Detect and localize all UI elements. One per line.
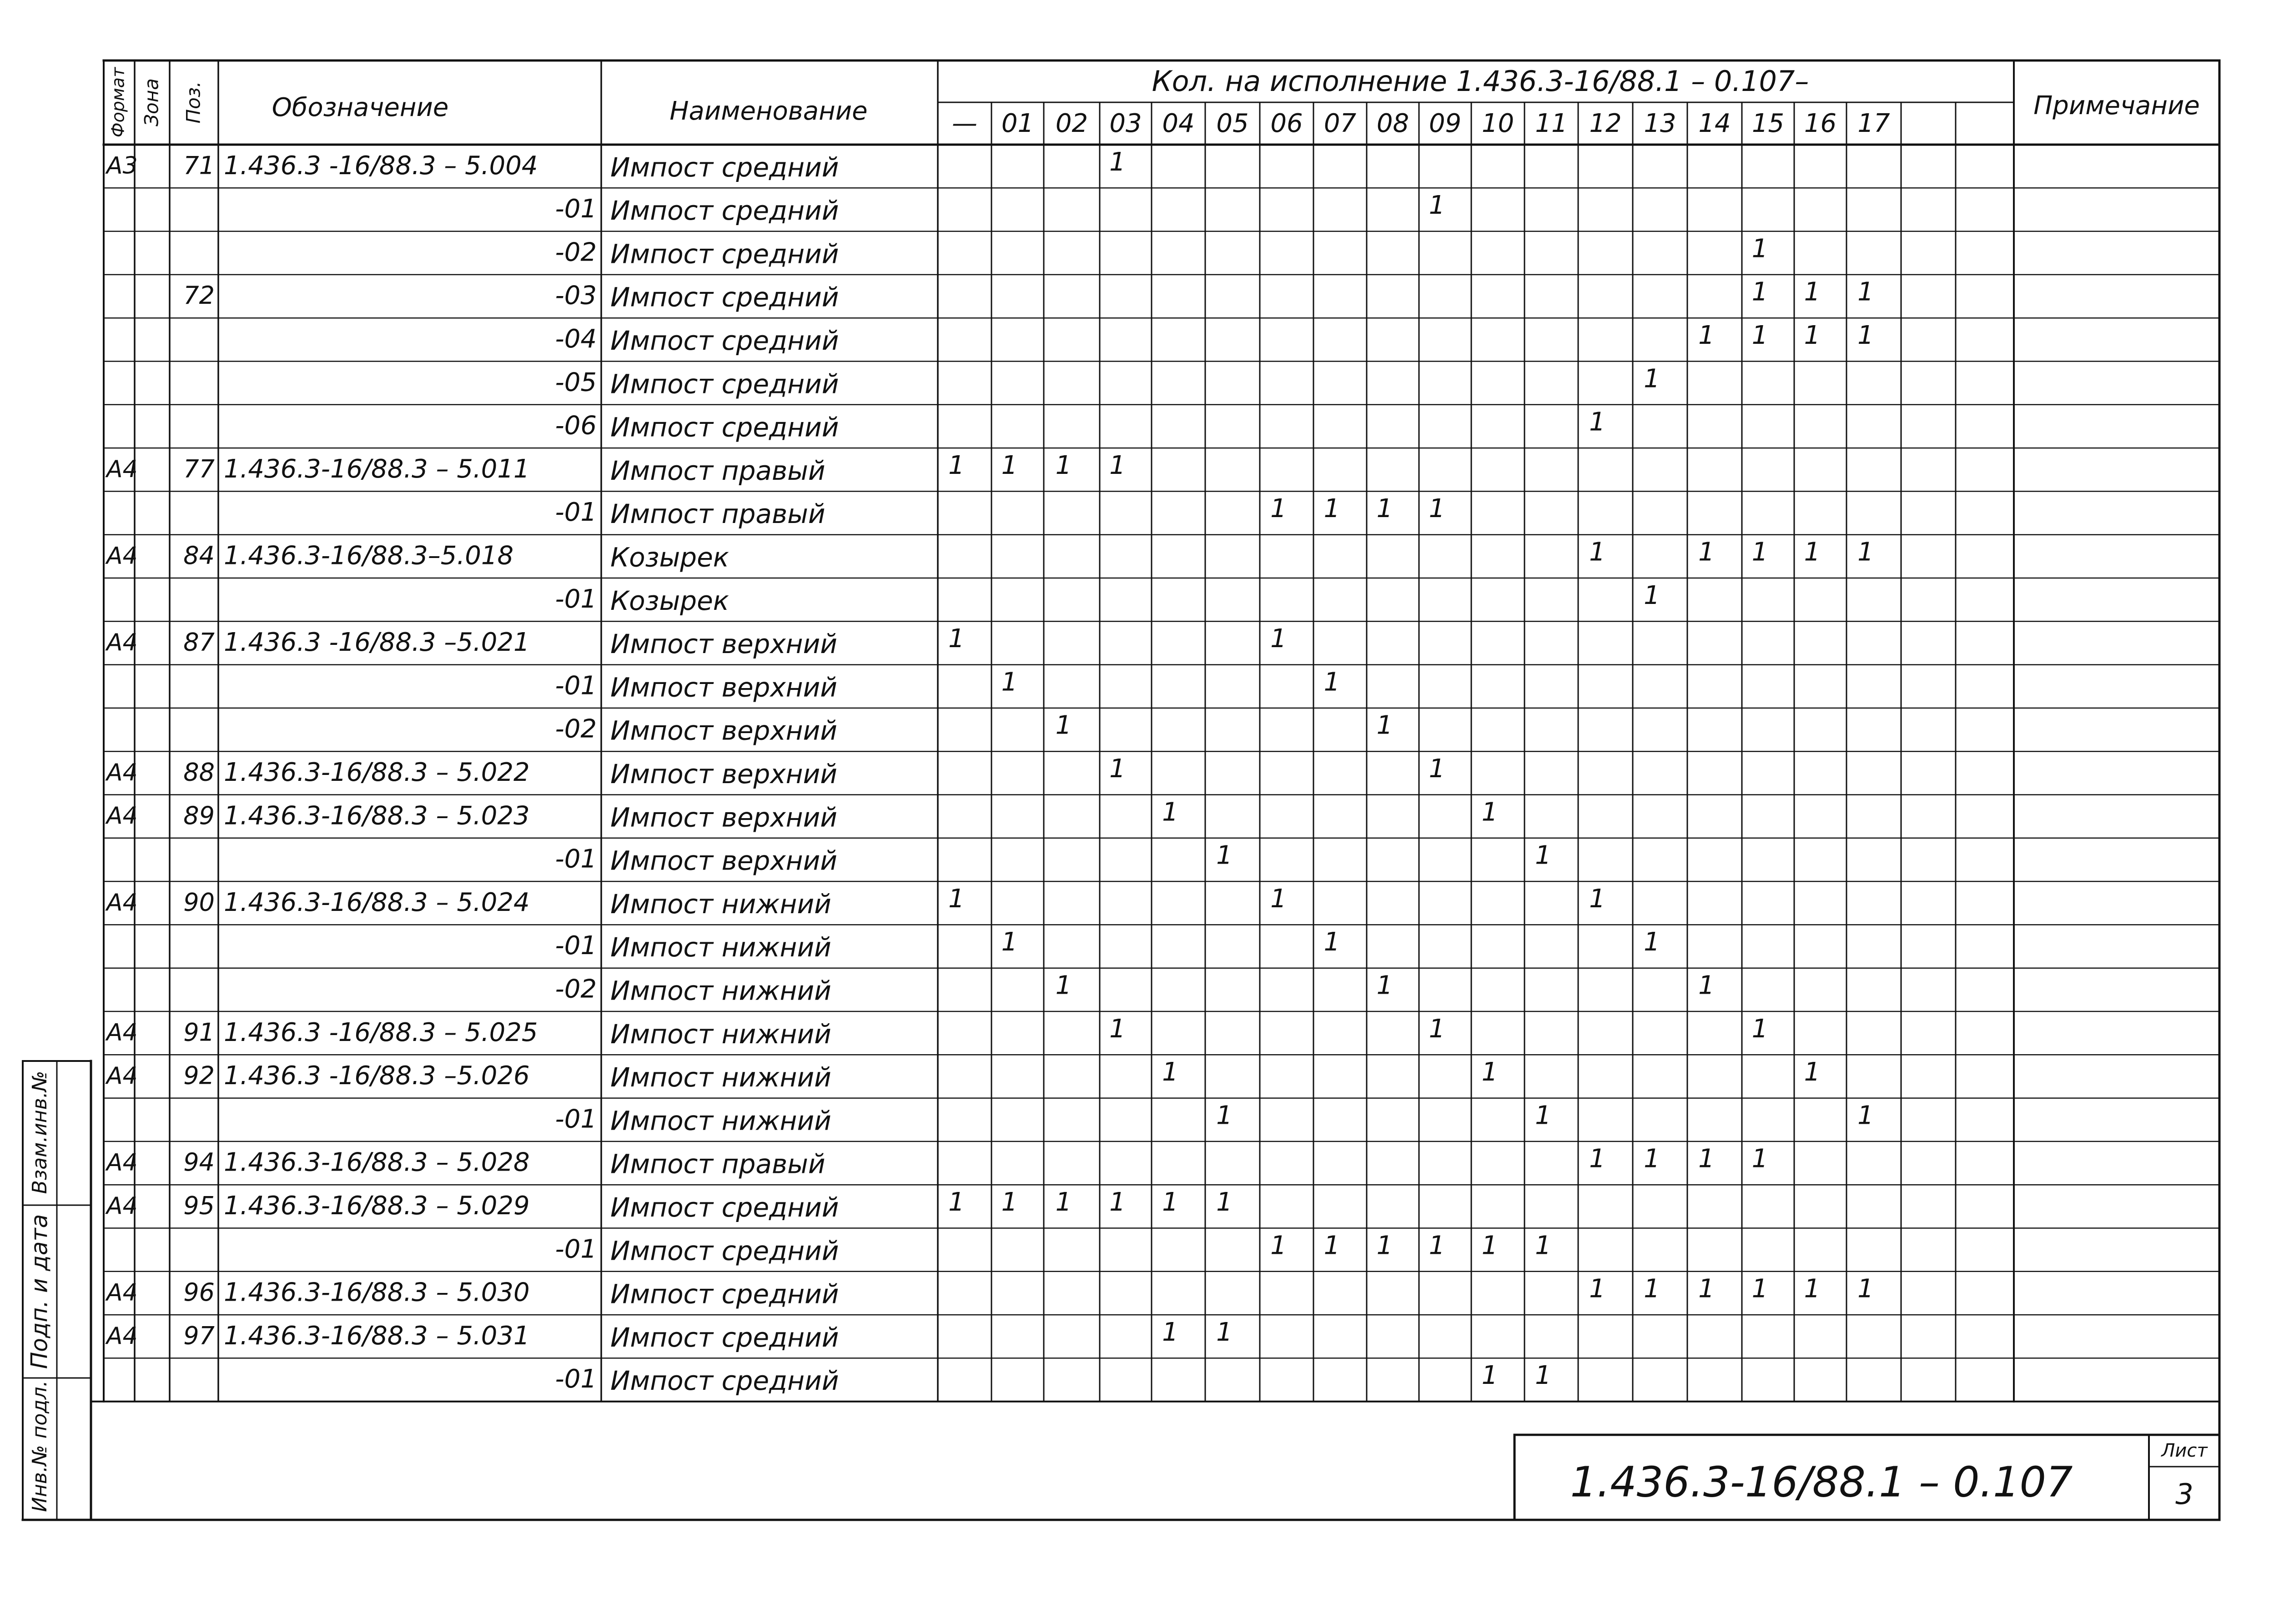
cell-pos: 84 — [183, 541, 215, 570]
cell-qty: 1 — [1055, 1187, 1072, 1217]
variant-header: 17 — [1857, 109, 1890, 139]
cell-designation: -05 — [555, 367, 597, 397]
cell-qty: 1 — [1001, 667, 1018, 697]
document-code: 1.436.3-16/88.1 – 0.107 — [1570, 1458, 2073, 1507]
cell-name: Импост средний — [610, 412, 839, 443]
cell-qty: 1 — [1429, 1014, 1445, 1044]
cell-name: Импост верхний — [610, 758, 837, 789]
cell-qty: 1 — [1481, 1231, 1498, 1261]
cell-qty: 1 — [1644, 927, 1660, 957]
cell-name: Импост правый — [610, 455, 825, 486]
cell-format: А4 — [106, 455, 138, 483]
cell-designation: -01 — [555, 1234, 597, 1264]
cell-designation: -01 — [555, 1364, 597, 1394]
cell-name: Импост верхний — [610, 845, 837, 876]
cell-designation: -01 — [555, 194, 597, 224]
cell-name: Импост верхний — [610, 628, 837, 660]
cell-designation: -01 — [555, 584, 597, 614]
table-text — [26, 65, 2209, 1512]
cell-designation: 1.436.3-16/88.3 – 5.030 — [224, 1277, 530, 1307]
cell-qty: 1 — [1109, 754, 1126, 784]
cell-qty: 1 — [1644, 1144, 1660, 1174]
cell-name: Импост верхний — [610, 672, 837, 703]
cell-qty: 1 — [1751, 537, 1768, 567]
cell-name: Импост правый — [610, 1148, 825, 1180]
cell-qty: 1 — [1857, 1274, 1874, 1304]
cell-name: Козырек — [610, 585, 729, 616]
cell-qty: 1 — [1429, 494, 1445, 524]
variant-header: 01 — [1001, 109, 1034, 139]
cell-name: Импост средний — [610, 1278, 839, 1310]
cell-format: А4 — [106, 1019, 138, 1046]
cell-designation: 1.436.3 -16/88.3 –5.026 — [224, 1061, 530, 1091]
cell-qty: 1 — [1323, 494, 1340, 524]
variant-header: 11 — [1535, 109, 1568, 139]
cell-qty: 1 — [1001, 1187, 1018, 1217]
cell-designation: 1.436.3 -16/88.3 –5.021 — [224, 628, 530, 658]
cell-designation: -02 — [555, 714, 597, 744]
stamp-replacement-inv: Взам.инв.№ — [28, 1071, 51, 1194]
cell-qty: 1 — [1481, 1361, 1498, 1391]
cell-designation: -02 — [555, 237, 597, 267]
cell-qty: 1 — [1001, 927, 1018, 957]
cell-qty: 1 — [1589, 407, 1605, 437]
cell-designation: -02 — [555, 974, 597, 1004]
sheet-label: Лист — [2161, 1440, 2208, 1461]
cell-qty: 1 — [1162, 1057, 1178, 1087]
cell-designation: -01 — [555, 931, 597, 961]
cell-format: А4 — [106, 759, 138, 786]
variant-header: 02 — [1055, 109, 1088, 139]
header-format: Формат — [108, 67, 128, 138]
cell-designation: -01 — [555, 671, 597, 701]
header-zone: Зона — [140, 78, 163, 126]
variant-header: 14 — [1698, 109, 1731, 139]
cell-qty: 1 — [1216, 1187, 1233, 1217]
cell-designation: -01 — [555, 844, 597, 874]
cell-qty: 1 — [1323, 927, 1340, 957]
cell-designation: 1.436.3-16/88.3 – 5.028 — [224, 1147, 530, 1177]
cell-name: Импост средний — [610, 195, 839, 226]
cell-qty: 1 — [1162, 1187, 1178, 1217]
variant-header: 06 — [1270, 109, 1303, 139]
cell-qty: 1 — [1376, 970, 1393, 1001]
cell-format: А4 — [106, 628, 138, 656]
cell-qty: 1 — [1109, 1014, 1126, 1044]
cell-name: Импост верхний — [610, 715, 837, 746]
cell-qty: 1 — [1857, 537, 1874, 567]
cell-designation: -03 — [555, 281, 597, 311]
cell-designation: 1.436.3-16/88.3 – 5.024 — [224, 887, 530, 917]
cell-qty: 1 — [1751, 1144, 1768, 1174]
cell-pos: 87 — [183, 628, 215, 657]
cell-name: Козырек — [610, 542, 729, 573]
cell-designation: 1.436.3-16/88.3 – 5.011 — [224, 454, 530, 484]
cell-format: А4 — [106, 889, 138, 916]
cell-pos: 95 — [183, 1191, 215, 1220]
cell-format: А4 — [106, 1322, 138, 1350]
cell-qty: 1 — [1055, 710, 1072, 740]
cell-designation: 1.436.3-16/88.3 – 5.031 — [224, 1321, 530, 1351]
cell-qty: 1 — [1644, 1274, 1660, 1304]
cell-name: Импост верхний — [610, 802, 837, 833]
cell-designation: 1.436.3-16/88.3 – 5.029 — [224, 1191, 530, 1221]
stamp-inv-number: Инв.№ подл. — [28, 1380, 51, 1512]
cell-qty: 1 — [1270, 1231, 1287, 1261]
cell-pos: 97 — [183, 1321, 215, 1350]
variant-header: — — [952, 109, 977, 139]
variant-header: 15 — [1751, 109, 1785, 139]
cell-designation: -01 — [555, 1104, 597, 1134]
cell-qty: 1 — [1216, 1317, 1233, 1347]
cell-qty: 1 — [1751, 320, 1768, 350]
header-note: Примечание — [2033, 91, 2200, 121]
cell-name: Импост правый — [610, 498, 825, 530]
cell-format: А4 — [106, 1062, 138, 1090]
variant-header: 12 — [1589, 109, 1622, 139]
header-designation: Обозначение — [272, 93, 449, 123]
cell-name: Импост нижний — [610, 888, 831, 920]
sheet-number: 3 — [2175, 1478, 2194, 1511]
cell-qty: 1 — [1644, 580, 1660, 610]
cell-qty: 1 — [1751, 1274, 1768, 1304]
cell-qty: 1 — [1323, 667, 1340, 697]
cell-designation: 1.436.3-16/88.3 – 5.023 — [224, 801, 530, 831]
cell-qty: 1 — [1698, 537, 1715, 567]
cell-qty: 1 — [1481, 797, 1498, 827]
cell-qty: 1 — [1535, 1361, 1551, 1391]
cell-qty: 1 — [1751, 277, 1768, 307]
cell-pos: 77 — [183, 454, 215, 483]
cell-qty: 1 — [1751, 234, 1768, 264]
cell-format: А4 — [106, 802, 138, 830]
cell-qty: 1 — [948, 450, 965, 480]
cell-qty: 1 — [1162, 797, 1178, 827]
variant-header: 10 — [1481, 109, 1514, 139]
cell-qty: 1 — [948, 1187, 965, 1217]
cell-qty: 1 — [1857, 320, 1874, 350]
cell-qty: 1 — [1323, 1231, 1340, 1261]
variant-header: 03 — [1109, 109, 1142, 139]
cell-pos: 92 — [183, 1061, 215, 1090]
cell-qty: 1 — [1698, 1144, 1715, 1174]
cell-qty: 1 — [1429, 1231, 1445, 1261]
cell-name: Импост средний — [610, 282, 839, 313]
cell-designation: -06 — [555, 411, 597, 441]
cell-qty: 1 — [1270, 884, 1287, 914]
cell-qty: 1 — [1589, 884, 1605, 914]
cell-qty: 1 — [1109, 450, 1126, 480]
cell-qty: 1 — [1535, 1101, 1551, 1131]
cell-qty: 1 — [1644, 364, 1660, 394]
cell-qty: 1 — [1376, 1231, 1393, 1261]
cell-qty: 1 — [1804, 1057, 1821, 1087]
cell-format: А4 — [106, 1149, 138, 1177]
stamp-signature-date: Подп. и дата — [26, 1214, 53, 1369]
cell-qty: 1 — [1055, 450, 1072, 480]
variant-header: 07 — [1323, 109, 1357, 139]
cell-qty: 1 — [1535, 1231, 1551, 1261]
cell-qty: 1 — [1481, 1057, 1498, 1087]
header-pos: Поз. — [182, 81, 205, 124]
cell-qty: 1 — [1804, 277, 1821, 307]
cell-pos: 91 — [183, 1018, 215, 1047]
header-qty-title: Кол. на исполнение 1.436.3-16/88.1 – 0.107– — [1152, 65, 1809, 98]
cell-qty: 1 — [1270, 624, 1287, 654]
cell-format: А3 — [106, 152, 138, 180]
cell-name: Импост средний — [610, 1322, 839, 1353]
cell-format: А4 — [106, 1279, 138, 1307]
cell-qty: 1 — [1429, 191, 1445, 221]
cell-pos: 90 — [183, 888, 215, 917]
cell-qty: 1 — [1162, 1317, 1178, 1347]
cell-qty: 1 — [1376, 710, 1393, 740]
cell-designation: 1.436.3 -16/88.3 – 5.004 — [224, 151, 538, 181]
variant-header: 04 — [1162, 109, 1195, 139]
variant-header: 08 — [1376, 109, 1409, 139]
cell-qty: 1 — [1376, 494, 1393, 524]
cell-pos: 71 — [183, 151, 215, 180]
cell-qty: 1 — [1804, 1274, 1821, 1304]
cell-name: Импост нижний — [610, 975, 831, 1006]
variant-header: 09 — [1429, 109, 1462, 139]
cell-designation: 1.436.3 -16/88.3 – 5.025 — [224, 1017, 538, 1047]
cell-qty: 1 — [1804, 320, 1821, 350]
cell-pos: 72 — [183, 281, 215, 310]
cell-name: Импост средний — [610, 1365, 839, 1397]
variant-header: 16 — [1804, 109, 1837, 139]
cell-qty: 1 — [1589, 1274, 1605, 1304]
cell-name: Импост средний — [610, 368, 839, 400]
variant-header: 13 — [1644, 109, 1676, 139]
cell-format: А4 — [106, 542, 138, 570]
cell-qty: 1 — [1216, 1101, 1233, 1131]
cell-qty: 1 — [1109, 1187, 1126, 1217]
header-name: Наименование — [669, 96, 868, 126]
cell-pos: 88 — [183, 758, 215, 787]
cell-qty: 1 — [1751, 1014, 1768, 1044]
cell-qty: 1 — [948, 884, 965, 914]
cell-qty: 1 — [1857, 277, 1874, 307]
variant-header: 05 — [1216, 109, 1249, 139]
cell-qty: 1 — [1429, 754, 1445, 784]
cell-designation: 1.436.3-16/88.3–5.018 — [224, 541, 514, 571]
cell-qty: 1 — [1216, 840, 1233, 870]
cell-name: Импост нижний — [610, 932, 831, 963]
cell-qty: 1 — [1589, 1144, 1605, 1174]
cell-qty: 1 — [1589, 537, 1605, 567]
cell-name: Импост нижний — [610, 1018, 831, 1050]
cell-designation: 1.436.3-16/88.3 – 5.022 — [224, 757, 530, 787]
cell-pos: 96 — [183, 1278, 215, 1307]
cell-name: Импост средний — [610, 1192, 839, 1223]
cell-qty: 1 — [1109, 147, 1126, 177]
cell-qty: 1 — [1001, 450, 1018, 480]
cell-format: А4 — [106, 1192, 138, 1220]
cell-qty: 1 — [948, 624, 965, 654]
cell-pos: 89 — [183, 801, 215, 830]
cell-qty: 1 — [1698, 320, 1715, 350]
cell-name: Импост нижний — [610, 1062, 831, 1093]
cell-qty: 1 — [1270, 494, 1287, 524]
cell-qty: 1 — [1055, 970, 1072, 1001]
cell-name: Импост средний — [610, 238, 839, 270]
cell-qty: 1 — [1804, 537, 1821, 567]
cell-designation: -04 — [555, 324, 597, 354]
cell-qty: 1 — [1698, 1274, 1715, 1304]
cell-qty: 1 — [1857, 1101, 1874, 1131]
cell-name: Импост нижний — [610, 1105, 831, 1136]
cell-pos: 94 — [183, 1148, 215, 1177]
cell-name: Импост средний — [610, 151, 839, 183]
cell-qty: 1 — [1698, 970, 1715, 1001]
cell-name: Импост средний — [610, 325, 839, 356]
cell-qty: 1 — [1535, 840, 1551, 870]
cell-designation: -01 — [555, 498, 597, 528]
cell-name: Импост средний — [610, 1235, 839, 1267]
